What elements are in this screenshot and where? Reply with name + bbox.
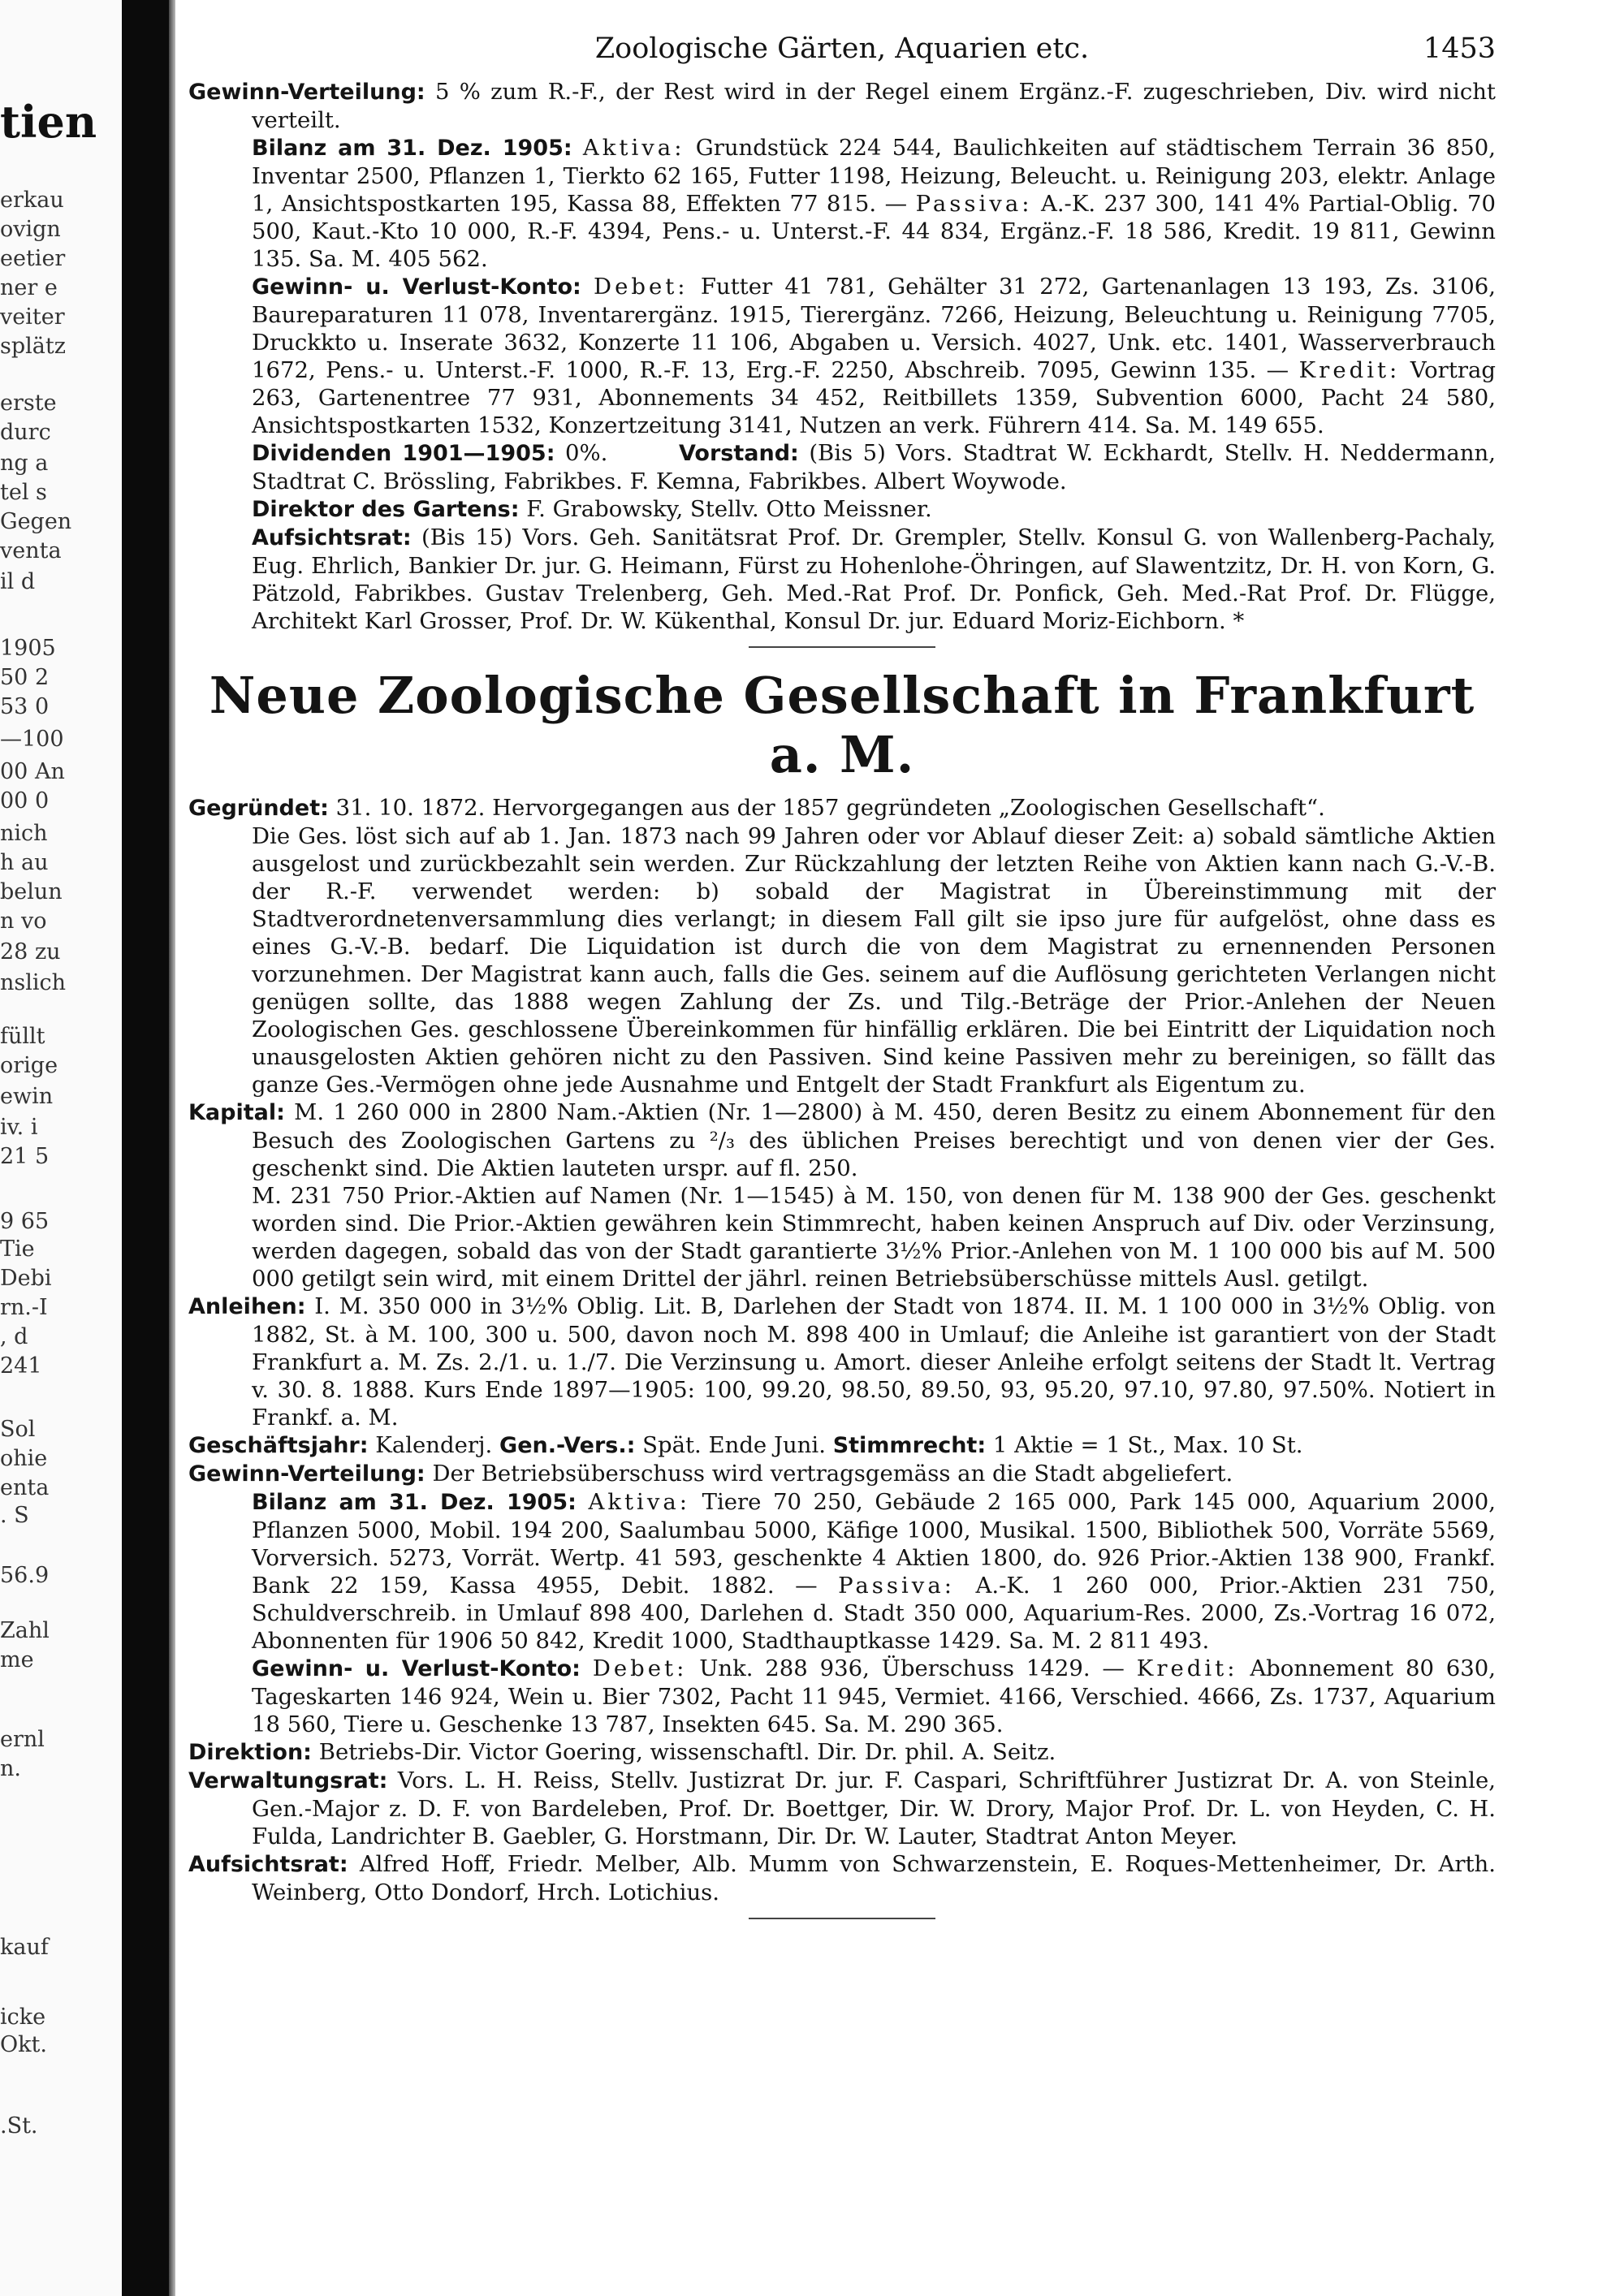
aufsichtsrat: Aufsichtsrat: Alfred Hoff, Friedr. Melber, Alb. Mumm von Schwarzenstein, E. Roques-Mettenheimer, Dr. Arth. Weinberg, Otto Dondorf, Hrch. Lotichius. — [188, 1851, 1496, 1905]
dividenden-vorstand-top: Dividenden 1901—1905: 0%. Vorstand: (Bis 5) Vors. Stadtrat W. Eckhardt, Stellv. H. Neddermann, Stadtrat C. Brössling, Fabrikbes. F. Kemna, Fabrikbes. Albert Woywode. — [252, 440, 1496, 494]
left-margin-fragment: 241 — [0, 1353, 42, 1379]
kapital: Kapital: M. 1 260 000 in 2800 Nam.-Aktien (Nr. 1—2800) à M. 450, deren Besitz zu einem Abonnement für den Besuch des Zoologischen Gartens zu ²/₃ des üblichen Preises berechtigt und von denen vier der Ges. geschenkt sind. Die Aktien lauteten urspr. auf fl. 250. — [188, 1099, 1496, 1181]
left-margin-fragment: n vo — [0, 908, 47, 934]
left-margin-fragment: . S — [0, 1503, 29, 1528]
left-margin-fragment: venta — [0, 538, 62, 563]
left-margin-fragment: splätz — [0, 334, 66, 359]
left-margin-fragment: nslich — [0, 970, 67, 995]
left-margin-fragment: ng a — [0, 451, 49, 476]
left-margin-fragment: ewin — [0, 1084, 54, 1109]
left-margin-fragment: icke — [0, 2005, 46, 2030]
left-margin-fragment: kauf — [0, 1935, 49, 1960]
main-entry — [188, 794, 1496, 1906]
left-margin-fragment: 1905 — [0, 636, 56, 661]
book-spine — [122, 0, 169, 2296]
left-margin-fragment: enta — [0, 1475, 50, 1500]
gewinn-verteilung: Gewinn-Verteilung: Der Betriebsüberschuss wird vertragsgemäss an die Stadt abgeliefert. — [188, 1461, 1233, 1487]
gewinn-verteilung-top: Gewinn-Verteilung: 5 % zum R.-F., der Rest wird in der Regel einem Ergänz.-F. zugeschrieben, Div. wird nicht verteilt. — [188, 79, 1496, 133]
left-margin-fragment: Debi — [0, 1266, 52, 1291]
left-margin-fragment: ner e — [0, 275, 58, 300]
left-margin-fragment: iv. i — [0, 1115, 38, 1140]
left-margin-fragment: füllt — [0, 1024, 45, 1049]
left-margin-fragment: h au — [0, 850, 49, 875]
left-margin-fragment: Tie — [0, 1236, 35, 1262]
anleihen: Anleihen: I. M. 350 000 in 3½% Oblig. Lit. B, Darlehen der Stadt von 1874. II. M. 1 100 000 in 3½% Oblig. von 1882, St. à M. 100, 300 u. 500, davon noch M. 898 400 in Umlauf; die Anleihe ist garantiert von der Stadt Frankfurt a. M. Zs. 2./1. u. 1./7. Die Verzinsung u. Amort. dieser Anleihe erfolgt seitens der Stadt lt. Vertrag v. 30. 8. 1888. Kurs Ende 1897—1905: 100, 99.20, 98.50, 89.50, 93, 95.20, 97.10, 97.80, 97.50%. Notiert in Frankf. a. M. — [188, 1293, 1496, 1431]
left-page-title-fragment: tien — [0, 96, 97, 148]
left-margin-fragment: , d — [0, 1324, 28, 1349]
verwaltungsrat: Verwaltungsrat: Vors. L. H. Reiss, Stellv. Justizrat Dr. jur. F. Caspari, Schriftführer Justizrat Dr. A. von Steinle, Gen.-Major z. D. F. von Bardeleben, Prof. Dr. Boettger, Dir. W. Drory, Major Prof. Dr. L. von Heyden, C. H. Fulda, Landrichter B. Gaebler, G. Horstmann, Dir. Dr. W. Lauter, Stadtrat Anton Meyer. — [188, 1767, 1496, 1849]
left-margin-fragment: Zahl — [0, 1618, 50, 1643]
page-content — [188, 32, 1496, 1931]
left-margin-fragment: veiter — [0, 304, 65, 330]
gewinn-verlust-konto: Gewinn- u. Verlust-Konto: Debet: Unk. 288 936, Überschuss 1429. — Kredit: Abonnement 80 630, Tageskarten 146 924, Wein u. Bier 7302, Pacht 11 945, Vermiet. 4166, Verschied. 4666, Zs. 1737, Aquarium 18 560, Tiere u. Geschenke 13 787, Insekten 645. Sa. M. 290 365. — [252, 1655, 1497, 1737]
left-margin-fragment: 9 65 — [0, 1209, 50, 1234]
left-margin-fragment: durc — [0, 420, 51, 445]
left-margin-fragment: 50 2 — [0, 665, 50, 690]
page-number: 1453 — [1423, 32, 1496, 65]
gegruendet-details: Die Ges. löst sich auf ab 1. Jan. 1873 nach 99 Jahren oder vor Ablauf dieser Zeit: a) sobald sämtliche Aktien ausgelost und zurückbezahlt sein werden. Zur Rückzahlung der letzten Reihe von Aktien kann nach G.-V.-B. der R.-F. verwendet werden: b) sobald der Magistrat in Übereinstimmung mit der Stadtverordnetenversammlung dies verlangt; in diesem Fall gilt sie ipso jure für aufgelöst, ohne dass es eines G.-V.-B. bedarf. Die Liquidation ist durch die von dem Magistrat zu ernennenden Personen vorzunehmen. Der Magistrat kann auch, falls die Ges. seinem auf die Auflösung gerichteten Verlangen nicht genügen sollte, das 1888 wegen Zahlung der Zs. und Tilg.-Beträge der Prior.-Anlehen der Neuen Zoologischen Ges. geschlossene Übereinkommen für hinfällig erklären. Die bei Eintritt der Liquidation noch unausgelosten Aktien gehören nicht zu den Passiven. Sind keine Passiven mehr zu bereinigen, so fällt das ganze Ges.-Vermögen ohne jede Ausnahme und Entgelt der Stadt Frankfurt als Eigentum zu. — [252, 823, 1496, 1098]
left-margin-fragment: nich — [0, 821, 48, 846]
left-margin-fragment: me — [0, 1647, 34, 1672]
aufsichtsrat-top: Aufsichtsrat: (Bis 15) Vors. Geh. Sanitätsrat Prof. Dr. Grempler, Stellv. Konsul G. von Wallenberg-Pachaly, Eug. Ehrlich, Bankier Dr. jur. G. Heimann, Fürst zu Hohenlohe-Öhringen, auf Slawentzitz, Dr. H. von Korn, G. Pätzold, Fabrikbes. Gustav Trelenberg, Geh. Med.-Rat Prof. Dr. Ponfick, Geh. Med.-Rat Prof. Dr. Flügge, Architekt Karl Grosser, Prof. Dr. W. Kükenthal, Konsul Dr. jur. Eduard Moriz-Eichborn. * — [252, 524, 1496, 634]
left-margin-fragment: —100 — [0, 727, 64, 752]
spine-shadow — [169, 0, 175, 2296]
gegruendet: Gegründet: 31. 10. 1872. Hervorgegangen aus der 1857 gegründeten „Zoologischen Gesellschaft“. — [188, 795, 1325, 821]
header-title: Zoologische Gärten, Aquarien etc. — [594, 32, 1090, 65]
guv-top: Gewinn- u. Verlust-Konto: Debet: Futter 41 781, Gehälter 31 272, Gartenanlagen 13 193, Zs. 3106, Baureparaturen 11 078, Inventarergänz. 1915, Tierergänz. 7266, Heizung, Beleuchtung u. Reinigung 7705, Druckkto u. Inserate 3632, Konzerte 11 106, Abgaben u. Versich. 4027, Unk. etc. 1401, Wasserverbrauch 1672, Pens.- u. Unterst.-F. 1000, R.-F. 13, Erg.-F. 2250, Abschreib. 7095, Gewinn 135. — Kredit: Vortrag 263, Gartenentree 77 931, Abonnements 34 452, Reitbillets 1359, Subvention 6000, Pacht 24 580, Ansichtspostkarten 1532, Konzertzeitung 3141, Nutzen an verk. Führern 414. Sa. M. 149 655. — [252, 274, 1497, 438]
direktor-top: Direktor des Gartens: F. Grabowsky, Stellv. Otto Meissner. — [252, 496, 932, 522]
left-margin-fragment: ernl — [0, 1727, 45, 1752]
section-title: Neue Zoologische Gesellschaft in Frankfurt a. M. — [209, 666, 1475, 784]
left-margin-fragment: Gegen — [0, 509, 72, 534]
left-page-margin — [0, 0, 120, 2296]
left-margin-fragment: eetier — [0, 246, 66, 271]
left-margin-fragment: 28 zu — [0, 939, 61, 965]
geschaeftsjahr-line: Geschäftsjahr: Kalenderj. Gen.-Vers.: Spät. Ende Juni. Stimmrecht: 1 Aktie = 1 St., Max. 10 St. — [188, 1432, 1303, 1458]
left-margin-fragment: 53 0 — [0, 694, 50, 719]
left-margin-fragment: tel s — [0, 480, 47, 505]
previous-entry — [188, 78, 1496, 635]
left-margin-fragment: 56.9 — [0, 1563, 50, 1588]
divider-rule — [749, 646, 935, 648]
kapital-prior: M. 231 750 Prior.-Aktien auf Namen (Nr. 1—1545) à M. 150, von denen für M. 138 900 der Ges. geschenkt worden sind. Die Prior.-Aktien gewähren kein Stimmrecht, haben keinen Anspruch auf Div. oder Verzinsung, werden dagegen, sobald das von der Stadt garantierte 3½% Prior.-Anlehen von M. 1 100 000 bis auf M. 500 000 getilgt sein wird, mit einem Drittel der jährl. reinen Betriebsüberschüsse mittels Ausl. getilgt. — [252, 1183, 1496, 1292]
direktion: Direktion: Betriebs-Dir. Victor Goering, wissenschaftl. Dir. Dr. phil. A. Seitz. — [188, 1739, 1056, 1765]
left-margin-fragment: erste — [0, 391, 57, 416]
left-margin-fragment: ovign — [0, 217, 61, 242]
left-margin-fragment: belun — [0, 879, 63, 904]
left-margin-fragment: 00 0 — [0, 788, 50, 814]
left-margin-fragment: il d — [0, 569, 36, 594]
left-margin-fragment: 00 An — [0, 759, 65, 784]
left-margin-fragment: n. — [0, 1756, 21, 1781]
left-margin-fragment: .St. — [0, 2113, 38, 2138]
left-margin-fragment: Sol — [0, 1417, 36, 1442]
left-margin-fragment: Okt. — [0, 2032, 47, 2057]
running-header — [188, 32, 1496, 78]
end-rule — [749, 1918, 935, 1919]
left-margin-fragment: ohie — [0, 1446, 48, 1471]
left-margin-fragment: orige — [0, 1053, 58, 1078]
left-margin-fragment: 21 5 — [0, 1144, 50, 1169]
bilanz: Bilanz am 31. Dez. 1905: Aktiva: Tiere 70 250, Gebäude 2 165 000, Park 145 000, Aquarium 2000, Pflanzen 5000, Mobil. 194 200, Saalumbau 5000, Käfige 1000, Musikal. 1500, Bibliothek 500, Vorräte 5569, Vorversich. 5273, Vorrät. Wertp. 41 593, geschenkte 4 Aktien 1800, do. 926 Prior.-Aktien 138 900, Frankf. Bank 22 159, Kassa 4955, Debit. 1882. — Passiva: A.-K. 1 260 000, Prior.-Aktien 231 750, Schuldverschreib. in Umlauf 898 400, Darlehen d. Stadt 350 000, Aquarium-Res. 2000, Zs.-Vortrag 16 072, Abonnenten für 1906 50 842, Kredit 1000, Stadthauptkasse 1429. Sa. M. 2 811 493. — [252, 1489, 1497, 1654]
left-margin-fragment: erkau — [0, 188, 64, 213]
bilanz-top: Bilanz am 31. Dez. 1905: Aktiva: Grundstück 224 544, Baulichkeiten auf städtischem Terrain 36 850, Inventar 2500, Pflanzen 1, Tierkto 62 165, Futter 1198, Heizung, Beleucht. u. Reinigung 203, elektr. Anlage 1, Ansichtspostkarten 195, Kassa 88, Effekten 77 815. — Passiva: A.-K. 237 300, 141 4% Partial-Oblig. 70 500, Kaut.-Kto 10 000, R.-F. 4394, Pens.- u. Unterst.-F. 44 834, Ergänz.-F. 18 586, Kredit. 19 811, Gewinn 135. Sa. M. 405 562. — [252, 135, 1496, 272]
left-margin-fragment: rn.-I — [0, 1295, 48, 1320]
